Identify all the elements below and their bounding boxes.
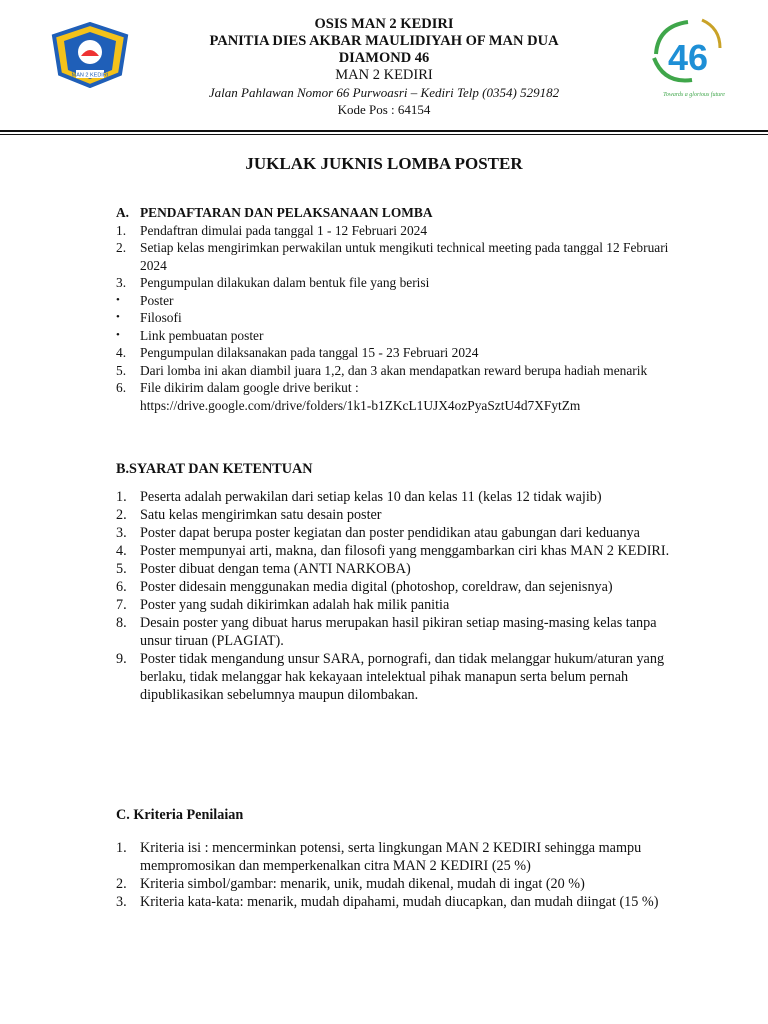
header-divider-thin bbox=[0, 134, 768, 135]
item-number: 7. bbox=[116, 597, 127, 613]
bullet: • bbox=[116, 328, 120, 341]
section-a-heading bbox=[116, 204, 676, 222]
item-number: 3. bbox=[116, 894, 127, 910]
item-number bbox=[116, 397, 140, 415]
item-text: Poster dapat berupa poster kegiatan dan poster pendidikan atau gabungan dari keduanya bbox=[140, 525, 640, 541]
item-text: Kriteria kata-kata: menarik, mudah dipahami, mudah diucapkan, dan mudah diingat (15 %) bbox=[140, 894, 659, 910]
section-a-list bbox=[116, 222, 676, 415]
list-item bbox=[116, 839, 676, 875]
item-text: Pendaftran dimulai pada tanggal 1 - 12 Februari 2024 bbox=[140, 222, 428, 238]
list-item bbox=[116, 344, 676, 362]
list-item bbox=[116, 893, 676, 911]
item-number: 1. bbox=[116, 840, 127, 856]
list-item bbox=[116, 650, 676, 704]
item-text: Kriteria isi : mencerminkan potensi, serta lingkungan MAN 2 KEDIRI sehingga mampu mempromosikan dan memperkenalkan citra MAN 2 KEDIRI (25 %) bbox=[140, 840, 642, 874]
item-text: Peserta adalah perwakilan dari setiap kelas 10 dan kelas 11 (kelas 12 tidak wajib) bbox=[140, 489, 602, 505]
item-text: Pengumpulan dilakukan dalam bentuk file yang berisi bbox=[140, 275, 430, 290]
list-item bbox=[116, 560, 676, 578]
section-a-title: PENDAFTARAN DAN PELAKSANAAN LOMBA bbox=[140, 205, 433, 220]
list-item bbox=[116, 506, 676, 524]
item-text: Setiap kelas mengirimkan perwakilan untuk mengikuti technical meeting pada tanggal 12 Februari 2024 bbox=[140, 240, 669, 273]
list-item bbox=[116, 542, 676, 560]
section-c-list bbox=[116, 839, 676, 911]
item-text: Poster bbox=[140, 292, 174, 308]
section-c bbox=[116, 806, 676, 911]
list-item bbox=[116, 274, 676, 292]
item-number: 5. bbox=[116, 561, 127, 577]
item-number: 9. bbox=[116, 651, 127, 667]
list-item bbox=[116, 596, 676, 614]
item-number: 2. bbox=[116, 876, 127, 892]
bullet: • bbox=[116, 311, 120, 323]
item-number: 3. bbox=[116, 275, 127, 290]
item-text: Poster mempunyai arti, makna, dan filosofi yang menggambarkan ciri khas MAN 2 KEDIRI. bbox=[140, 543, 670, 559]
list-item bbox=[116, 292, 676, 310]
item-text: Poster tidak mengandung unsur SARA, pornografi, dan tidak melanggar hukum/aturan yang berlaku, tidak melanggar hak kekayaan intelektual pihak manapun serta belum pernah dipublikasikan sebelumnya maupun dilombakan. bbox=[140, 651, 665, 703]
item-text: Kriteria simbol/gambar: menarik, unik, mudah dikenal, mudah di ingat (20 %) bbox=[140, 876, 585, 892]
item-number: 6. bbox=[116, 579, 127, 595]
list-item bbox=[116, 362, 676, 380]
item-number: 8. bbox=[116, 615, 127, 631]
list-item bbox=[116, 222, 676, 240]
letterhead bbox=[0, 0, 768, 140]
item-number: 1. bbox=[116, 489, 127, 505]
section-b bbox=[116, 460, 676, 704]
item-text: https://drive.google.com/drive/folders/1k1-b1ZKcL1UJX4ozPyaSztU4d7XFytZm bbox=[140, 397, 581, 413]
logo-left-text: MAN 2 KEDIRI bbox=[71, 72, 109, 79]
list-item bbox=[116, 309, 676, 327]
school-name: MAN 2 KEDIRI bbox=[335, 67, 433, 83]
header-divider bbox=[0, 130, 768, 132]
section-b-list bbox=[116, 488, 676, 704]
item-number: 5. bbox=[116, 362, 127, 378]
item-text: File dikirim dalam google drive berikut : bbox=[140, 380, 359, 395]
logo-right-text: Towards a glorious future bbox=[663, 92, 725, 98]
section-a-letter: A. bbox=[116, 205, 130, 220]
item-number: 1. bbox=[116, 222, 127, 238]
school-address: Jalan Pahlawan Nomor 66 Purwoasri – Kediri Telp (0354) 529182 bbox=[208, 85, 560, 100]
list-item bbox=[116, 578, 676, 596]
school-logo bbox=[50, 22, 130, 88]
list-item bbox=[116, 488, 676, 506]
item-number: 2. bbox=[116, 507, 127, 523]
list-item bbox=[116, 379, 676, 397]
document-title: JUKLAK JUKNIS LOMBA POSTER bbox=[245, 154, 523, 173]
item-text: Pengumpulan dilaksanakan pada tanggal 15 - 23 Februari 2024 bbox=[140, 345, 479, 360]
item-number: 6. bbox=[116, 380, 127, 395]
committee-name: PANITIA DIES AKBAR MAULIDIYAH OF MAN DUA bbox=[209, 33, 559, 49]
item-text: Poster didesain menggunakan media digital (photoshop, coreldraw, dan sejenisnya) bbox=[140, 579, 613, 595]
list-item bbox=[116, 239, 676, 274]
item-number: 2. bbox=[116, 240, 127, 255]
item-number: 3. bbox=[116, 525, 127, 541]
list-item bbox=[116, 614, 676, 650]
item-number: 4. bbox=[116, 345, 127, 360]
item-text: Poster dibuat dengan tema (ANTI NARKOBA) bbox=[140, 561, 411, 577]
item-text: Dari lomba ini akan diambil juara 1,2, dan 3 akan mendapatkan reward berupa hadiah menarik bbox=[140, 362, 648, 378]
logo-right-number: 46 bbox=[667, 37, 709, 78]
item-number: 4. bbox=[116, 543, 127, 559]
letterhead-text bbox=[130, 16, 638, 118]
item-text: Link pembuatan poster bbox=[140, 327, 264, 343]
section-c-heading: C. Kriteria Penilaian bbox=[116, 807, 244, 823]
list-item bbox=[116, 875, 676, 893]
item-text: Desain poster yang dibuat harus merupakan hasil pikiran setiap masing-masing kelas tanpa unsur tiruan (PLAGIAT). bbox=[140, 615, 657, 649]
item-text: Satu kelas mengirimkan satu desain poster bbox=[140, 507, 382, 523]
postal-code: Kode Pos : 64154 bbox=[337, 102, 431, 117]
anniversary-logo bbox=[644, 14, 730, 104]
section-a bbox=[116, 204, 676, 414]
list-item bbox=[116, 327, 676, 345]
org-name: OSIS MAN 2 KEDIRI bbox=[314, 16, 454, 32]
list-item bbox=[116, 524, 676, 542]
event-name: DIAMOND 46 bbox=[338, 50, 430, 66]
section-b-heading: B.SYARAT DAN KETENTUAN bbox=[116, 461, 313, 477]
item-text: Filosofi bbox=[140, 310, 182, 325]
list-item bbox=[116, 397, 676, 415]
item-text: Poster yang sudah dikirimkan adalah hak milik panitia bbox=[140, 597, 450, 613]
bullet: • bbox=[116, 293, 120, 306]
